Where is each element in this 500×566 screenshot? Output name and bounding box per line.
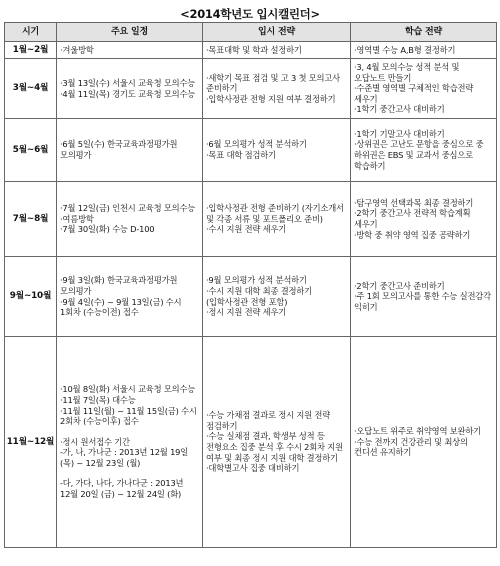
schedule-item: ·정시 원서접수 기간 xyxy=(60,436,130,447)
schedule-cell xyxy=(57,257,203,337)
header-period: 시기 xyxy=(5,23,57,42)
schedule-item: ·11월 11일(월) ~ 11월 15일(금) 수시 2회차 (수능이후) 접수 xyxy=(60,405,200,427)
admission-cell xyxy=(203,337,351,548)
study-item: ·3, 4월 모의수능 성적 분석 및 오답노트 만들기 xyxy=(354,62,462,83)
header-study: 학습 전략 xyxy=(351,23,497,42)
study-item: ·1학기 중간고사 대비하기 xyxy=(354,104,445,115)
study-item: ·1학기 기말고사 대비하기 xyxy=(354,128,445,139)
table-row xyxy=(5,119,497,182)
header-schedule: 주요 일정 xyxy=(57,23,203,42)
header-row xyxy=(5,23,497,42)
admission-cell xyxy=(203,59,351,119)
period-cell: 5월~6월 xyxy=(5,119,57,182)
study-item: ·2학기 중간고사 준비하기 xyxy=(354,280,445,291)
schedule-item: ·여름방학 xyxy=(60,213,94,224)
table-row xyxy=(5,337,497,548)
table-row xyxy=(5,257,497,337)
schedule-item: ·9월 3일(화) 한국교육과정평가원 모의평가 xyxy=(60,275,180,296)
study-item: ·영역별 수능 A,B형 결정하기 xyxy=(354,44,456,55)
study-cell xyxy=(351,182,497,257)
study-item: ·2학기 중간고사 전략적 학습계획 세우기 xyxy=(354,208,473,229)
schedule-item: ·9월 4일(수) ~ 9월 13일(금) 수시 1회차 (수능이전) 접수 xyxy=(60,296,184,318)
period-cell: 1월~2월 xyxy=(5,42,57,59)
period-cell: 11월~12월 xyxy=(5,337,57,548)
schedule-item: ·3월 13일(수) 서울시 교육청 모의수능 xyxy=(60,77,196,88)
schedule-item: ·11월 7일(목) 대수능 xyxy=(60,394,136,405)
schedule-cell xyxy=(57,337,203,548)
study-cell xyxy=(351,257,497,337)
admission-item: ·정시 지원 전략 세우기 xyxy=(206,307,287,318)
study-item: ·수준별 영역별 구체적인 학습전략 세우기 xyxy=(354,83,476,104)
study-item: ·탐구영역 선택과목 최종 결정하기 xyxy=(354,197,474,208)
admission-item: ·목표대학 및 학과 설정하기 xyxy=(206,44,302,55)
header-admission: 입시 전략 xyxy=(203,23,351,42)
admission-item: ·입학사정관 전형 지원 여부 결정하기 xyxy=(206,93,336,104)
study-item: ·방학 중 취약 영역 집중 공략하기 xyxy=(354,229,471,240)
period-cell: 7월~8월 xyxy=(5,182,57,257)
schedule-item: ·7월 12일(금) 인천시 교육청 모의수능 xyxy=(60,203,196,214)
study-cell xyxy=(351,119,497,182)
calendar-table xyxy=(4,22,497,548)
study-cell xyxy=(351,337,497,548)
admission-item: ·수시 지원 대학 최종 결정하기 (입학사정관 전형 포함) xyxy=(206,285,315,307)
schedule-item xyxy=(60,427,199,437)
table-row xyxy=(5,42,497,59)
admission-item: ·6월 모의평가 성적 분석하기 xyxy=(206,139,307,150)
table-row xyxy=(5,182,497,257)
admission-cell xyxy=(203,119,351,182)
table-row xyxy=(5,59,497,119)
schedule-cell xyxy=(57,182,203,257)
admission-cell xyxy=(203,182,351,257)
admission-item: ·수능 실채점 결과, 학생부 성적 등 전형요소 집중 분석 후 수시 2회차 지원 여부 및 최종 정시 지원 대학 결정하기 xyxy=(206,431,346,463)
admission-cell xyxy=(203,257,351,337)
admission-item: ·대학별고사 집중 대비하기 xyxy=(206,463,300,474)
schedule-item: ·7월 30일(화) 수능 D-100 xyxy=(60,224,155,235)
schedule-cell xyxy=(57,59,203,119)
schedule-item: ·겨울방학 xyxy=(60,44,94,55)
admission-item: ·수능 가채점 결과로 정시 지원 전략 점검하기 xyxy=(206,410,333,431)
admission-item: ·입학사정관 전형 준비하기 (자기소개서 및 각종 서류 및 포트폴리오 준비) xyxy=(206,203,347,224)
admission-item: ·9월 모의평가 성적 분석하기 xyxy=(206,275,307,286)
study-item: ·오답노트 위주로 취약영역 보완하기 xyxy=(354,426,481,437)
schedule-item: ·4월 11일(목) 경기도 교육청 모의수능 xyxy=(60,88,196,99)
study-cell xyxy=(351,59,497,119)
admission-cell xyxy=(203,42,351,59)
schedule-item xyxy=(60,468,199,478)
study-item: ·상위권은 고난도 문항을 중심으로 중 하위권은 EBS 및 교과서 중심으로 학습하기 xyxy=(354,139,486,171)
schedule-cell xyxy=(57,42,203,59)
schedule-cell xyxy=(57,119,203,182)
admission-item: ·새학기 목표 점검 및 고 3 첫 모의고사 준비하기 xyxy=(206,72,343,94)
schedule-item: ·10월 8일(화) 서울시 교육청 모의수능 xyxy=(60,384,196,395)
study-cell xyxy=(351,42,497,59)
page-title: <2014학년도 입시캘린더> xyxy=(180,7,320,21)
study-item: ·주 1회 모의고사를 통한 수능 실전감각 익히기 xyxy=(354,291,494,312)
admission-item: ·목표 대학 점검하기 xyxy=(206,150,276,160)
period-cell: 9월~10월 xyxy=(5,257,57,337)
admission-item: ·수시 지원 전략 세우기 xyxy=(206,224,287,235)
period-cell: 3월~4월 xyxy=(5,59,57,119)
schedule-item: ·6월 5일(수) 한국교육과정평가원 모의평가 xyxy=(60,139,180,160)
study-item: ·수능 전까지 건강관리 및 최상의 컨디션 유지하기 xyxy=(354,436,471,458)
schedule-item: -가, 나, 가나군 : 2013년 12월 19일 (목) ~ 12월 23일 (월) xyxy=(60,447,191,468)
schedule-item: -다, 가다, 나다, 가나다군 : 2013년 12월 20일 (금) ~ 12월 24일 (화) xyxy=(60,478,186,500)
